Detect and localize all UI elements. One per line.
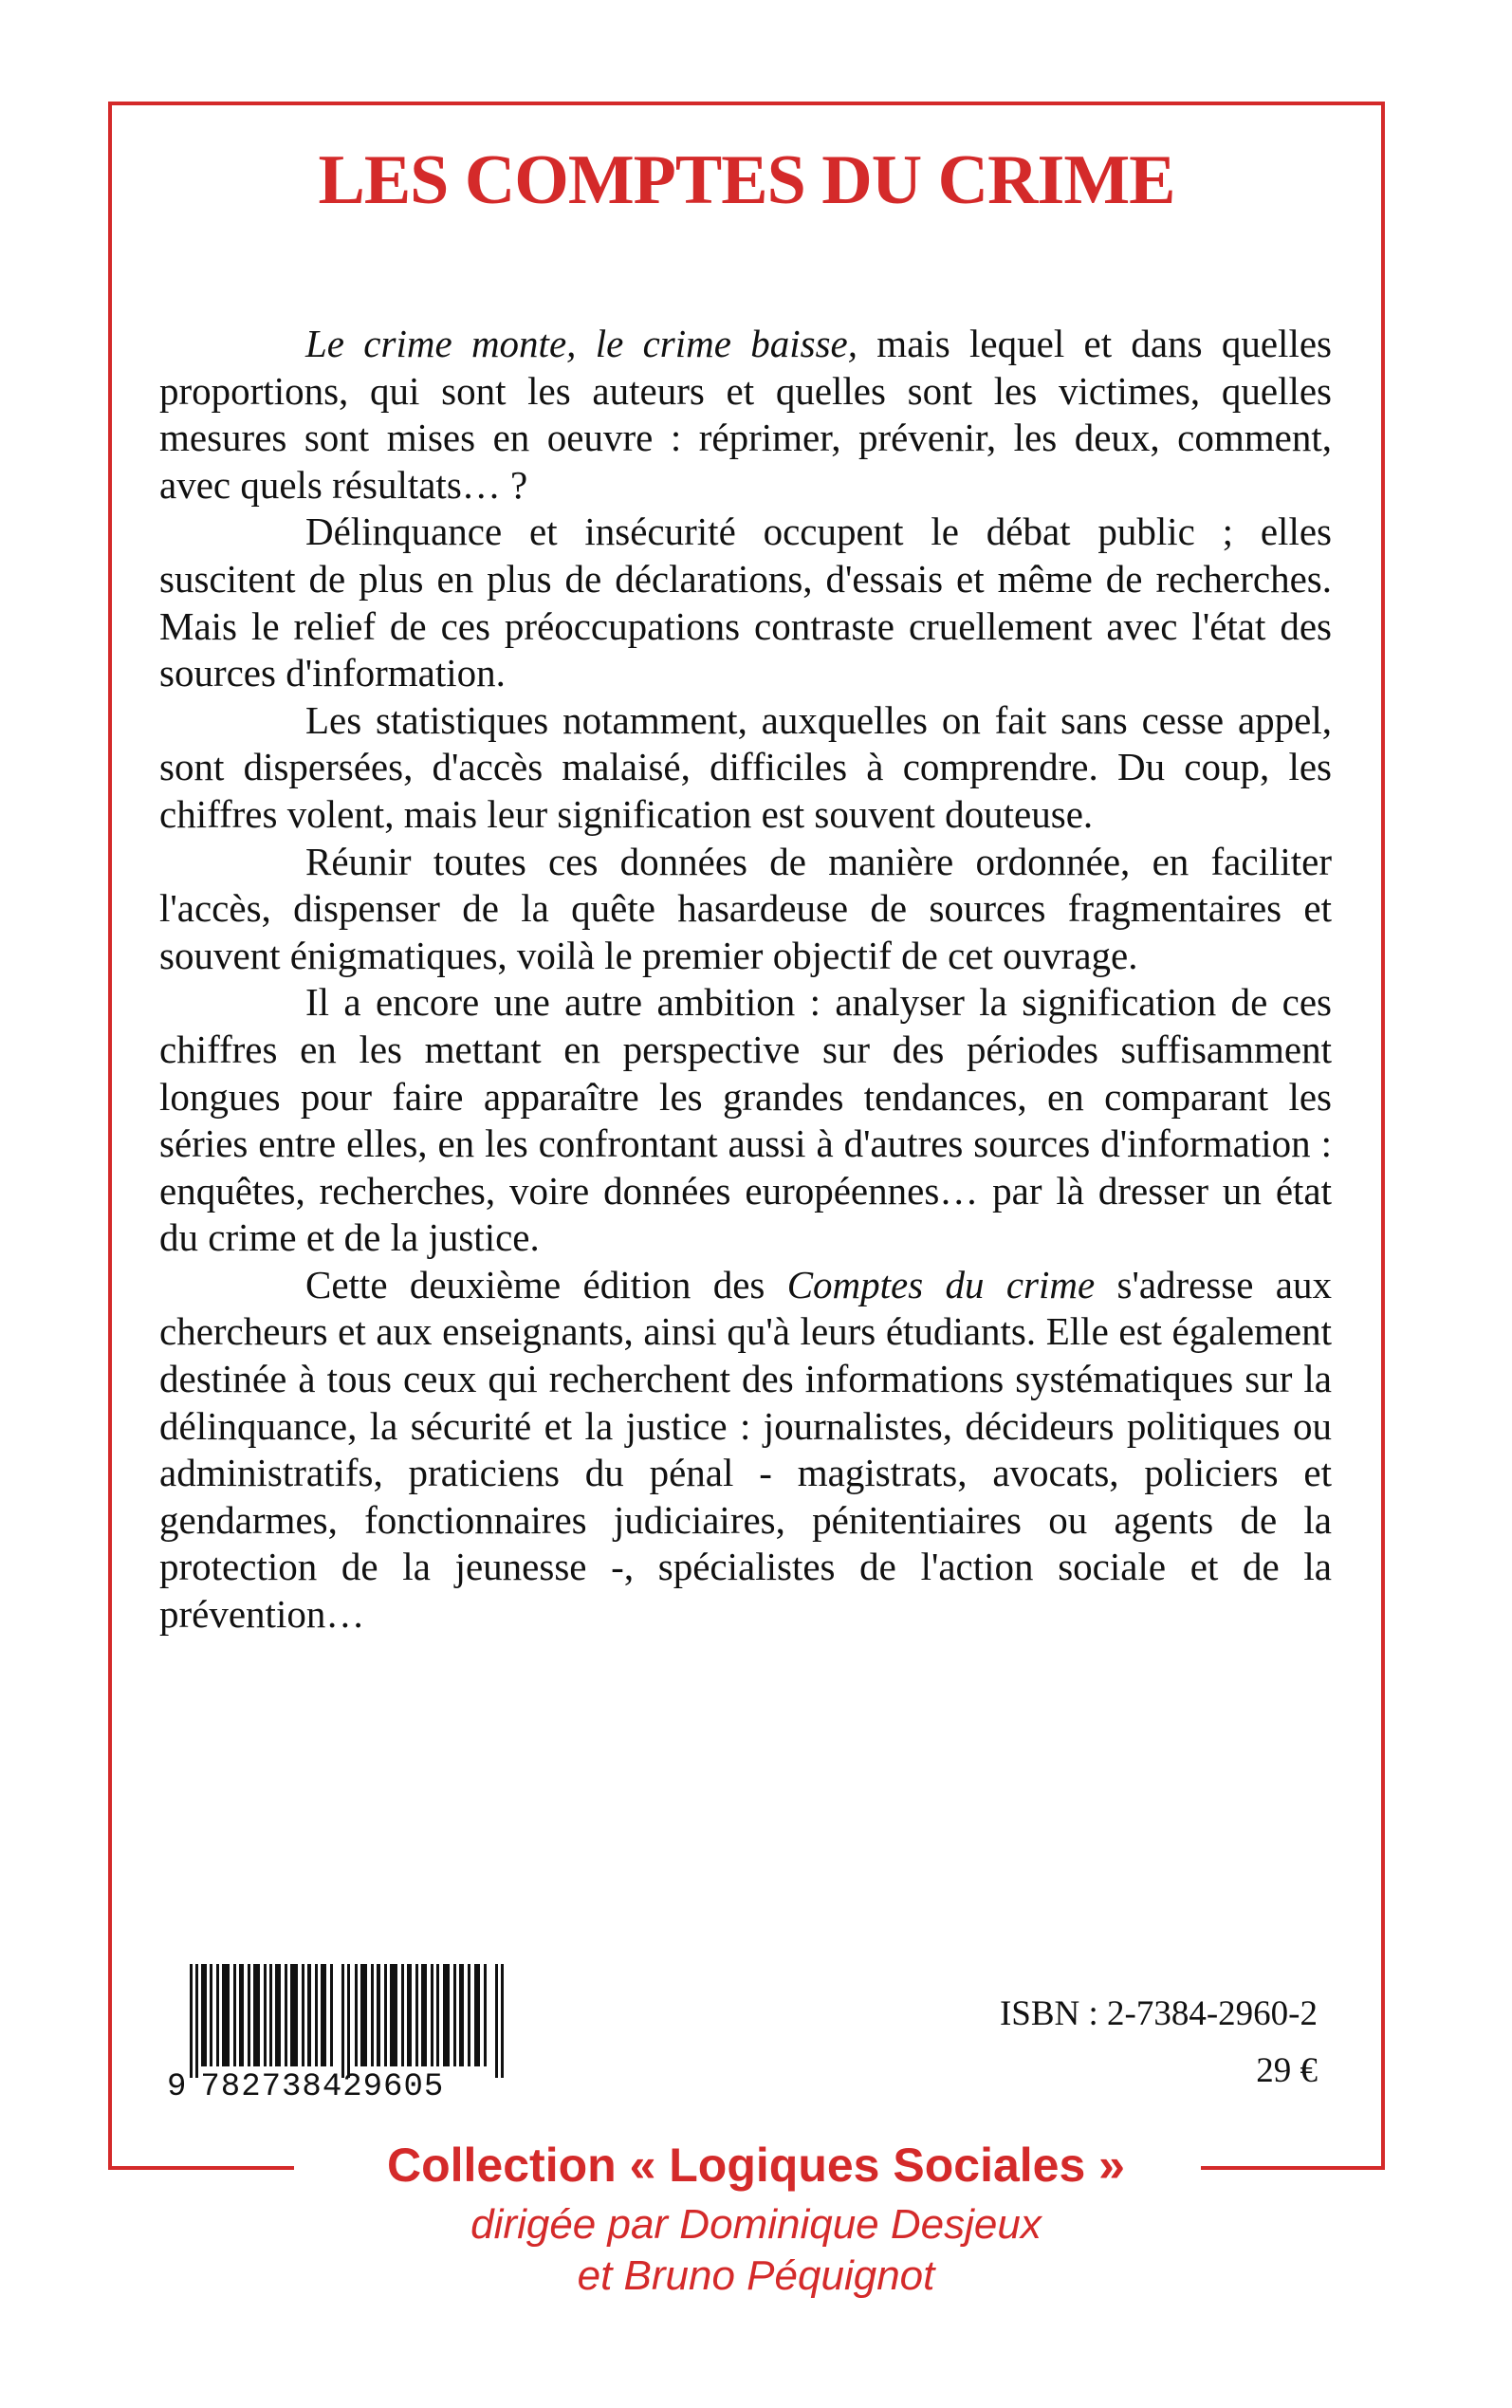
barcode-digits-left: 782738 [200, 2069, 323, 2105]
editors-line-2: et Bruno Péquignot [577, 2252, 935, 2299]
barcode-icon [190, 1964, 512, 2078]
book-title: LES COMPTES DU CRIME [318, 141, 1175, 219]
collection-name: Collection « Logiques Sociales » [387, 2139, 1125, 2192]
isbn: ISBN : 2-7384-2960-2 [999, 1994, 1318, 2033]
barcode-digit-first: 9 [167, 2069, 188, 2105]
paragraph-1-italic-lead: Le crime monte, le crime baisse, [305, 322, 857, 365]
paragraph-1-text: mais lequel et dans quelles proportions, qui sont les auteurs et quelles sont les victimes, quelles mesures sont mises en oeuvre : réprimer, prévenir, les deux, comment, avec quels résultats… ? [159, 322, 1332, 507]
paragraph-4: Réunir toutes ces données de manière ordonnée, en faciliter l'accès, dispenser de la quête hasardeuse de sources fragmentaires et souvent énigmatiques, voilà le premier objectif de cet ouvrage. [159, 839, 1332, 977]
paragraph-6 [159, 1262, 1332, 1639]
barcode-digits [167, 2069, 516, 2105]
barcode-digits-right: 429605 [322, 2069, 445, 2105]
paragraph-6-text-after: s'adresse aux chercheurs et aux enseignants, ainsi qu'à leurs étudiants. Elle est également destinée à tous ceux qui recherchent des informations systématiques sur la délinquance, la sécurité et la justice : journalistes, décideurs politiques ou administratifs, praticiens du pénal - magistrats, avocats, policiers et gendarmes, fonctionnaires judiciaires, pénitentiaires ou agents de la protection de la jeunesse -, spécialistes de l'action sociale et de la prévention… [159, 1262, 1332, 1637]
paragraph-1 [159, 321, 1332, 509]
collection-editors [0, 2199, 1512, 2302]
editors-line-1: dirigée par Dominique Desjeux [470, 2201, 1042, 2248]
paragraph-6-text-before: Cette deuxième édition des [305, 1262, 787, 1306]
paragraph-5: Il a encore une autre ambition : analyser la signification de ces chiffres en les mettant en perspective sur des périodes suffisamment longues pour faire apparaître les grandes tendances, en comparant les séries entre elles, en les confrontant aussi à d'autres sources d'information : enquêtes, recherches, voire données européennes… par là dresser un état du crime et de la justice. [159, 980, 1332, 1260]
paragraph-2: Délinquance et insécurité occupent le débat public ; elles suscitent de plus en plus de déclarations, d'essais et même de recherches. Mais le relief de ces préoccupations contraste cruellement avec l'état des sources d'information. [159, 509, 1332, 695]
price: 29 € [1256, 2051, 1318, 2090]
paragraph-6-italic-title: Comptes du crime [786, 1262, 1096, 1306]
back-cover-text [159, 321, 1332, 1639]
paragraph-3: Les statistiques notamment, auxquelles on fait sans cesse appel, sont dispersées, d'accès malaisé, difficiles à comprendre. Du coup, les chiffres volent, mais leur signification est souvent douteuse. [159, 697, 1332, 836]
